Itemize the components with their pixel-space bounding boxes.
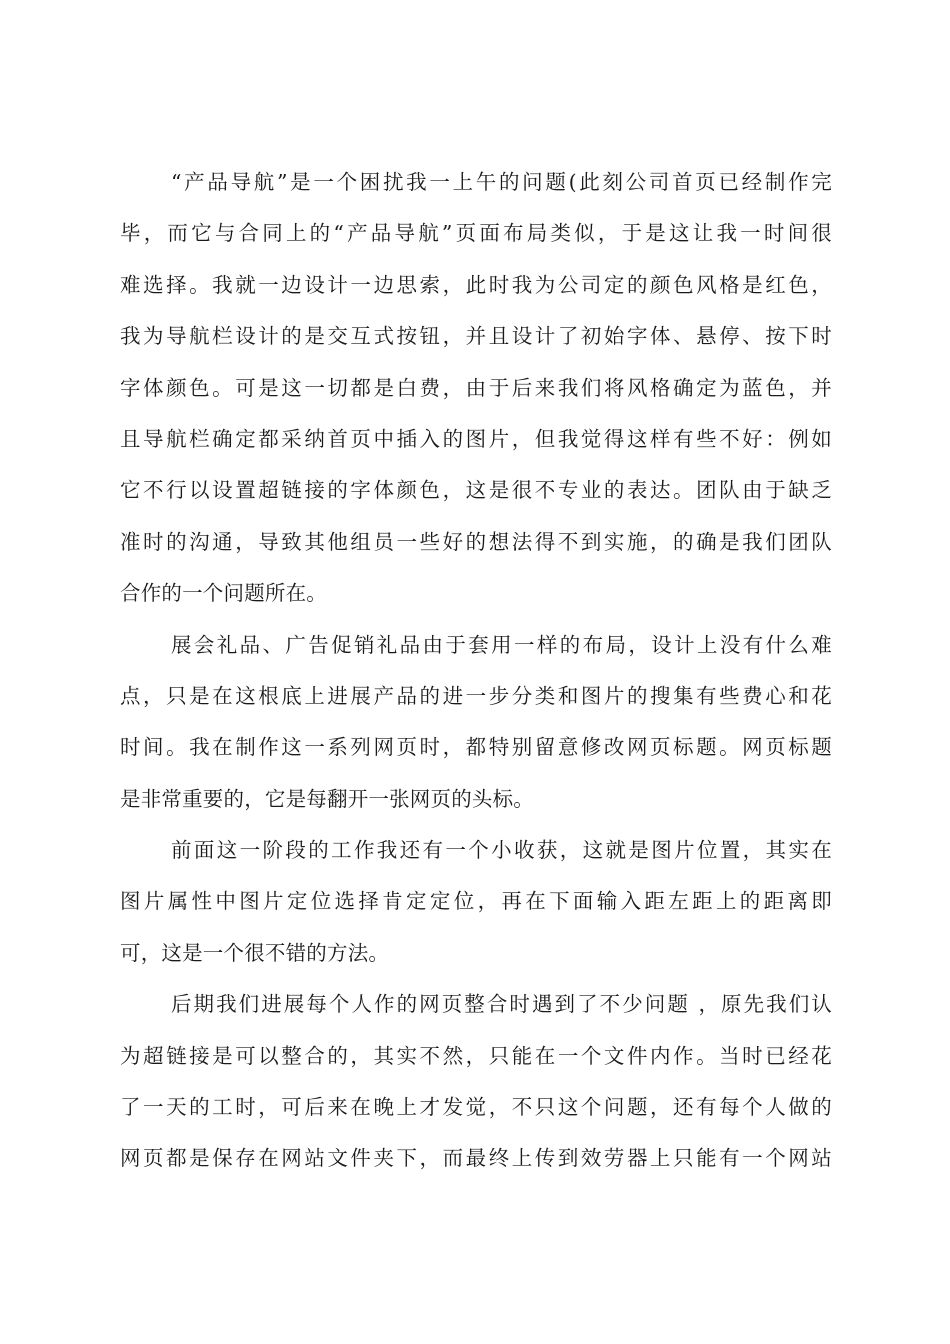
text-line: 了一天的工时，可后来在晚上才发觉，不只这个问题，还有每个人做的	[120, 1095, 832, 1120]
text-line: 难选择。我就一边设计一边思索，此时我为公司定的颜色风格是红色，	[120, 272, 832, 297]
document-body	[120, 157, 832, 1185]
text-line: “产品导航”是一个困扰我一上午的问题(此刻公司首页已经制作完	[171, 170, 832, 194]
text-line: 毕，而它与合同上的“产品导航”页面布局类似，于是这让我一时间很	[120, 221, 832, 246]
text-line: 时间。我在制作这一系列网页时，都特别留意修改网页标题。网页标题	[120, 735, 832, 760]
text-line: 前面这一阶段的工作我还有一个小收获，这就是图片位置，其实在	[171, 838, 832, 863]
text-line: 字体颜色。可是这一切都是白费，由于后来我们将风格确定为蓝色，并	[120, 375, 832, 400]
text-line: 准时的沟通，导致其他组员一些好的想法得不到实施，的确是我们团队	[120, 529, 832, 554]
text-line: 点，只是在这根底上进展产品的进一步分类和图片的搜集有些费心和花	[120, 683, 832, 708]
text-line: 合作的一个问题所在。	[120, 581, 327, 606]
text-line: 网页都是保存在网站文件夹下，而最终上传到效劳器上只能有一个网站	[120, 1146, 832, 1171]
text-line: 为超链接是可以整合的，其实不然，只能在一个文件内作。当时已经花	[120, 1043, 832, 1068]
text-line: 是非常重要的，它是每翻开一张网页的头标。	[120, 786, 534, 811]
text-line: 展会礼品、广告促销礼品由于套用一样的布局，设计上没有什么难	[171, 632, 832, 657]
text-line: 图片属性中图片定位选择肯定定位，再在下面输入距左距上的距离即	[120, 889, 832, 914]
text-line: 可，这是一个很不错的方法。	[120, 940, 390, 965]
text-line: 它不行以设置超链接的字体颜色，这是很不专业的表达。团队由于缺乏	[120, 478, 832, 503]
text-line: 后期我们进展每个人作的网页整合时遇到了不少问题 ，原先我们认	[171, 992, 832, 1017]
text-line: 且导航栏确定都采纳首页中插入的图片，但我觉得这样有些不好：例如	[120, 426, 832, 451]
text-line: 我为导航栏设计的是交互式按钮，并且设计了初始字体、悬停、按下时	[120, 324, 832, 349]
